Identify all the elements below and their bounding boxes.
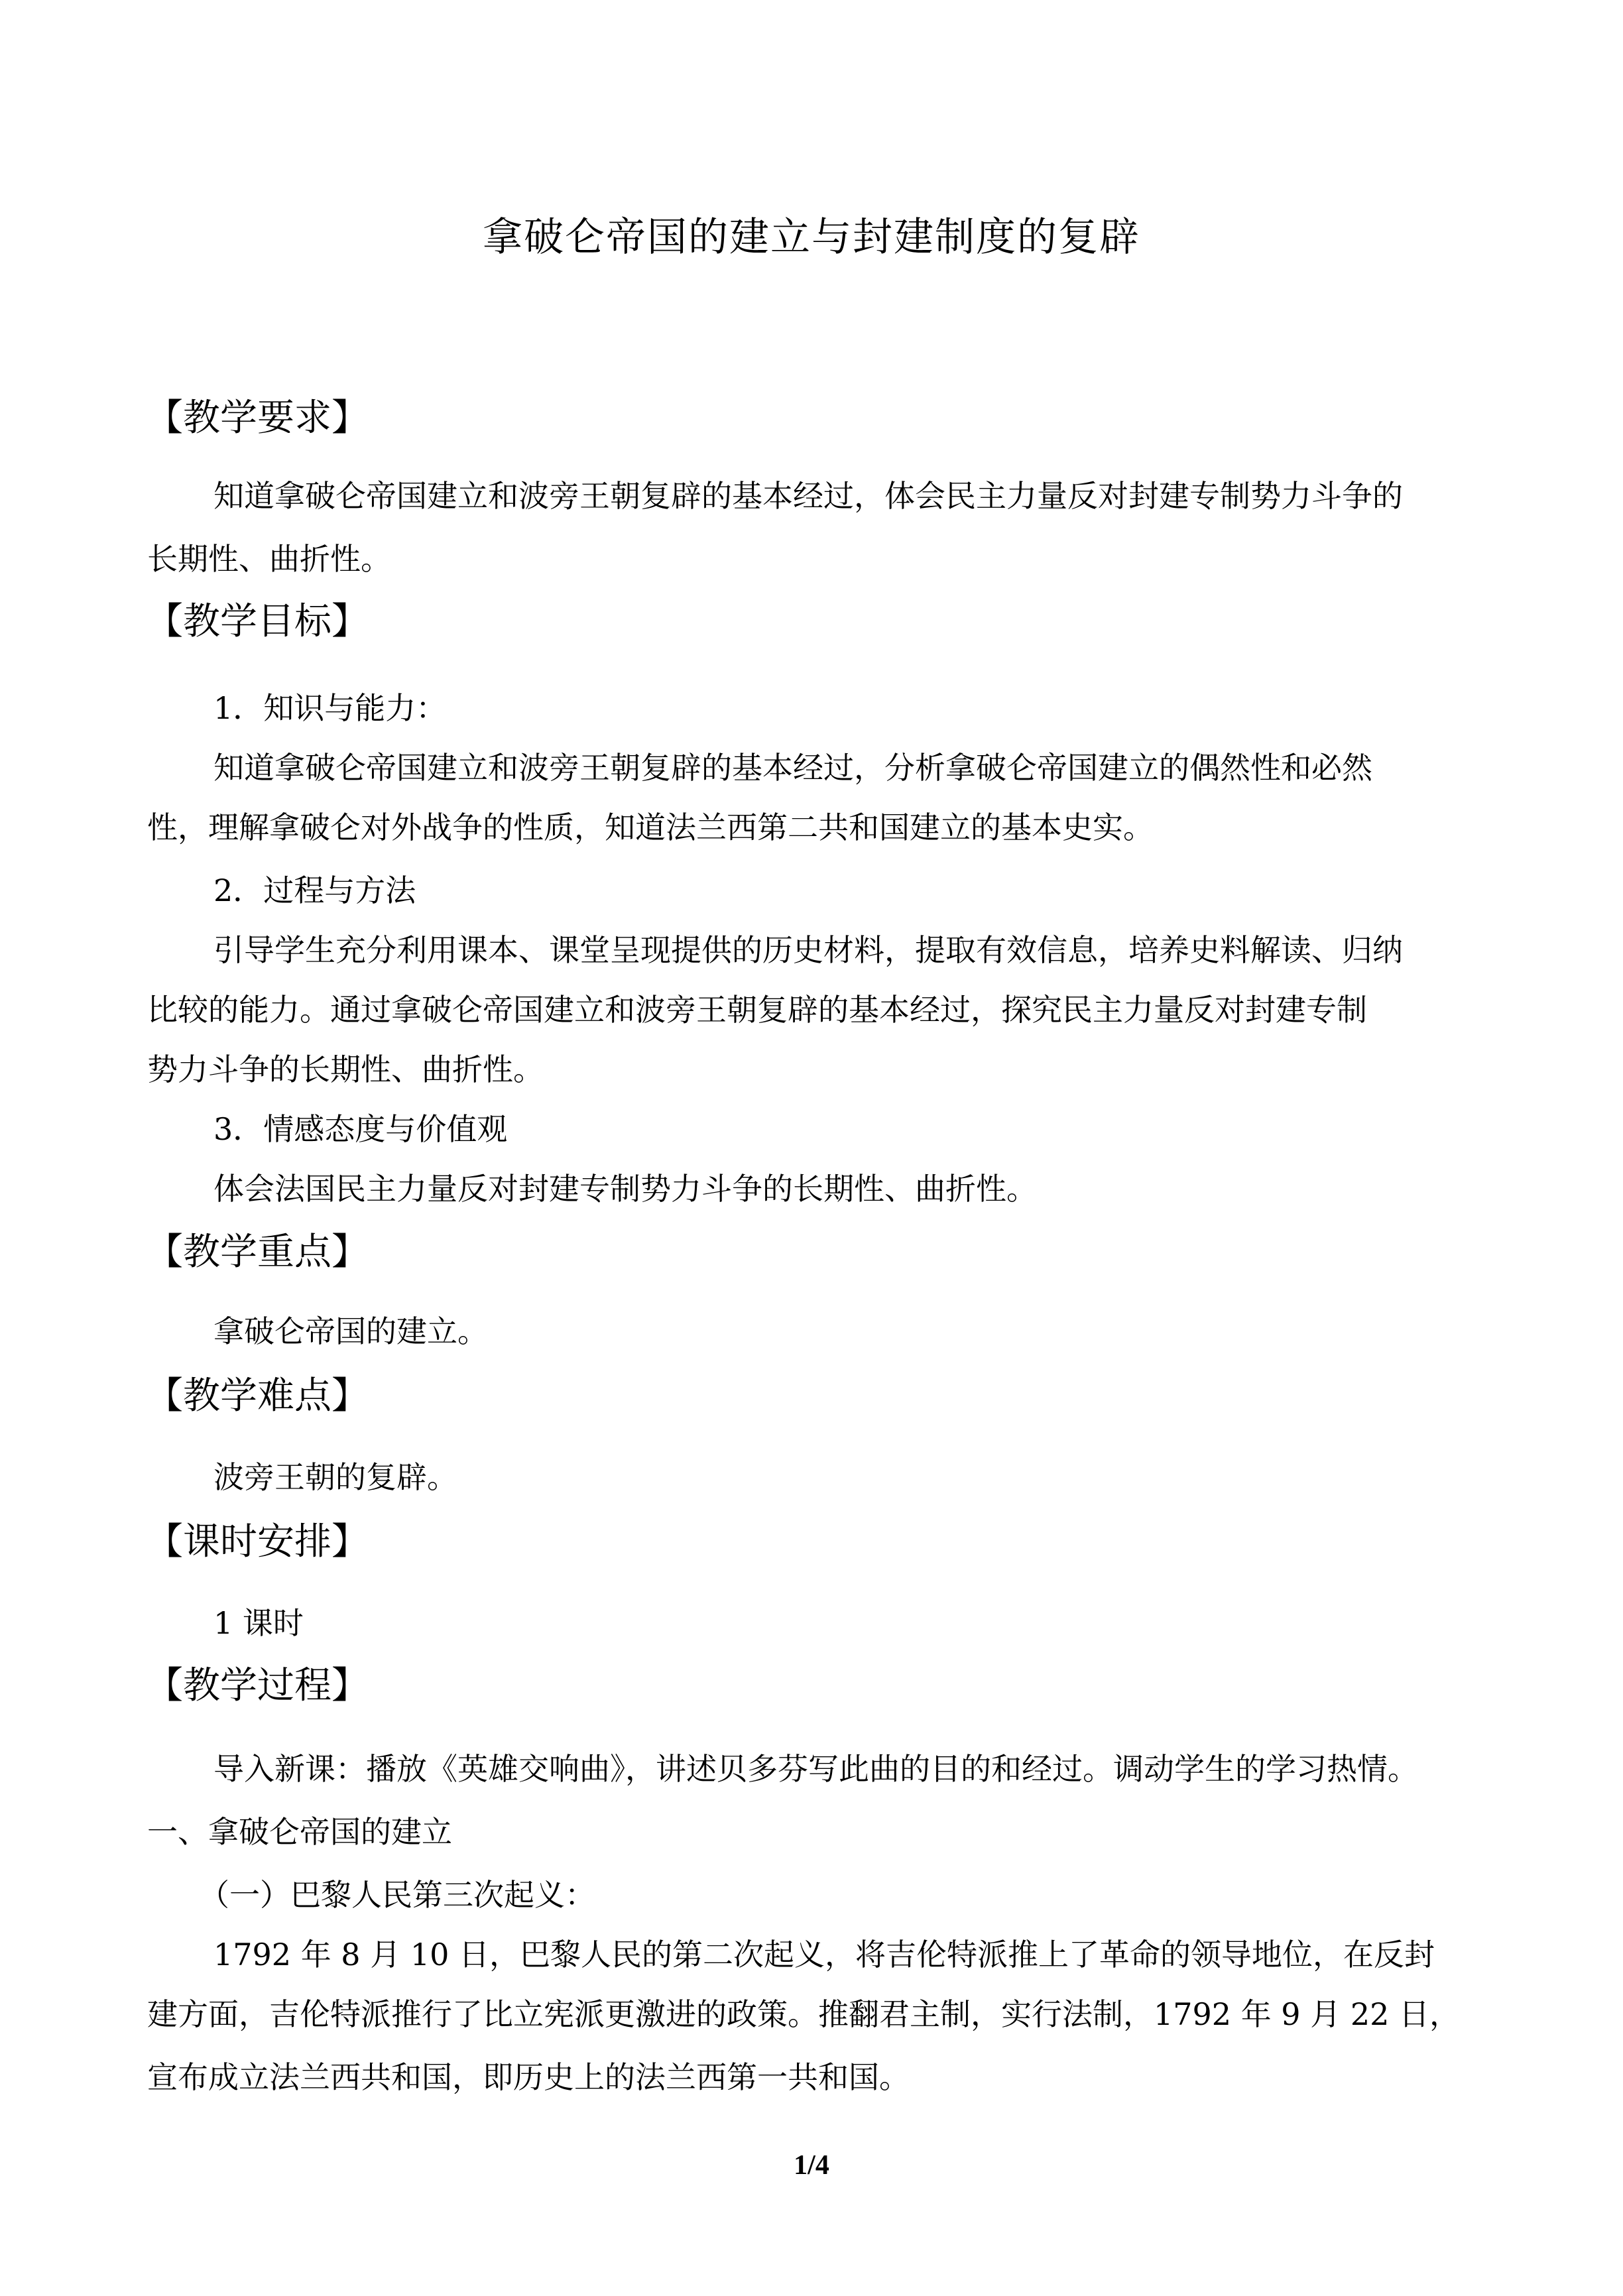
heading-objectives: 【教学目标】 <box>146 600 369 643</box>
objective-3-label: 3．情感态度与价值观 <box>213 1111 508 1147</box>
process-paragraph-line-1: 1792 年 8 月 10 日，巴黎人民的第二次起义，将吉伦特派推上了革命的领导地位，在反封 <box>213 1937 1435 1972</box>
heading-requirements: 【教学要求】 <box>146 396 369 440</box>
objective-1-line-2: 性，理解拿破仑对外战争的性质，知道法兰西第二共和国建立的基本史实。 <box>147 810 1154 845</box>
heading-difficulties: 【教学难点】 <box>146 1374 369 1418</box>
objective-1-line-1: 知道拿破仑帝国建立和波旁王朝复辟的基本经过，分析拿破仑帝国建立的偶然性和必然 <box>213 750 1372 786</box>
heading-key-points: 【教学重点】 <box>146 1231 369 1274</box>
process-part1-title: 一、拿破仑帝国的建立 <box>147 1814 452 1850</box>
heading-schedule: 【课时安排】 <box>146 1520 369 1563</box>
document-title: 拿破仑帝国的建立与封建制度的复辟 <box>483 214 1140 261</box>
objective-2-line-3: 势力斗争的长期性、曲折性。 <box>147 1052 544 1087</box>
requirements-line-2: 长期性、曲折性。 <box>147 541 391 577</box>
process-sub1-title: （一）巴黎人民第三次起义： <box>199 1877 595 1913</box>
heading-process: 【教学过程】 <box>146 1664 369 1707</box>
process-paragraph-line-2: 建方面，吉伦特派推行了比立宪派更激进的政策。推翻君主制，实行法制，1792 年 9 月 22 日， <box>147 1996 1460 2032</box>
objective-1-label: 1．知识与能力： <box>213 690 447 726</box>
key-points-text: 拿破仑帝国的建立。 <box>213 1313 488 1349</box>
objective-2-line-2: 比较的能力。通过拿破仑帝国建立和波旁王朝复辟的基本经过，探究民主力量反对封建专制 <box>147 992 1367 1028</box>
process-paragraph-line-3: 宣布成立法兰西共和国，即历史上的法兰西第一共和国。 <box>147 2059 910 2095</box>
page-number: 1/4 <box>794 2150 829 2181</box>
objective-3-line-1: 体会法国民主力量反对封建专制势力斗争的长期性、曲折性。 <box>213 1171 1037 1207</box>
difficulties-text: 波旁王朝的复辟。 <box>213 1459 457 1495</box>
objective-2-line-1: 引导学生充分利用课本、课堂呈现提供的历史材料，提取有效信息，培养史料解读、归纳 <box>213 932 1403 968</box>
schedule-text: 1 课时 <box>213 1605 304 1641</box>
objective-2-label: 2．过程与方法 <box>213 873 416 908</box>
process-intro: 导入新课：播放《英雄交响曲》，讲述贝多芬写此曲的目的和经过。调动学生的学习热情。 <box>213 1751 1418 1787</box>
requirements-line-1: 知道拿破仑帝国建立和波旁王朝复辟的基本经过，体会民主力量反对封建专制势力斗争的 <box>213 478 1403 514</box>
